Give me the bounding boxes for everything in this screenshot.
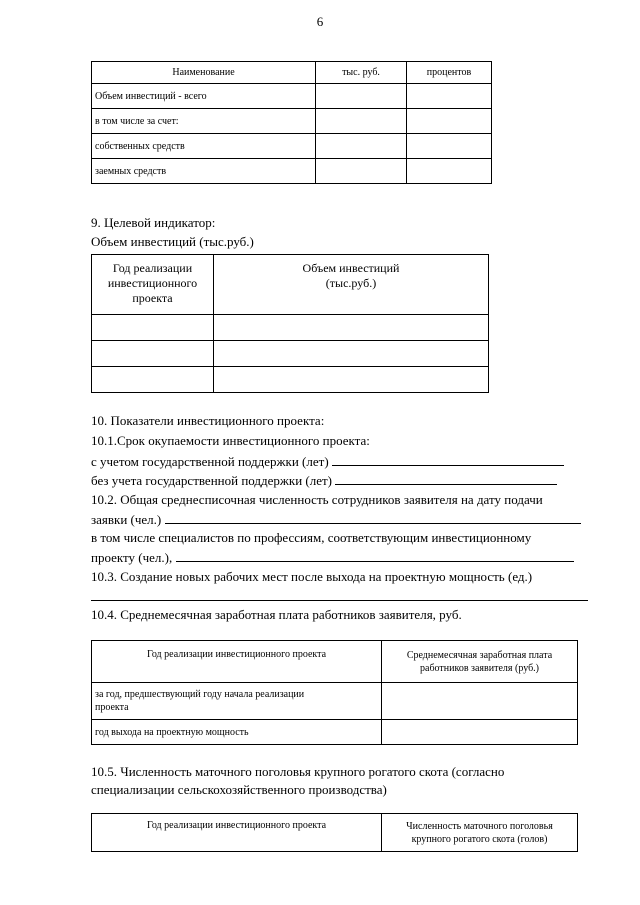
table-cell [316,134,407,159]
section-10-1: 10.1.Срок окупаемости инвестиционного проекта: [91,433,370,448]
table-header: Год реализации инвестиционного проекта [92,255,214,315]
table-header [382,814,578,852]
section-10-title: 10. Показатели инвестиционного проекта: [91,413,325,428]
table-header: Наименование [92,62,316,84]
table-row-label [92,683,382,720]
section-10-5-line1: 10.5. Численность маточного поголовья крупного рогатого скота (согласно [91,764,505,779]
applicants-blank [165,510,581,524]
section-9-title: 9. Целевой индикатор: [91,215,216,230]
table-row-label: заемных средств [92,159,316,184]
without-support-blank [335,471,557,485]
salary-table [91,640,578,745]
table-cell [382,720,578,745]
table-cell [407,159,492,184]
section-10-4: 10.4. Среднемесячная заработная плата работников заявителя, руб. [91,607,462,622]
table-header: Год реализации инвестиционного проекта [92,814,382,852]
table-cell [407,109,492,134]
target-indicator-table [91,254,489,393]
table-cell [316,159,407,184]
without-support-label: без учета государственной поддержки (лет) [91,473,333,488]
table-cell [316,84,407,109]
with-support-line [91,452,591,471]
with-support-label: с учетом государственной поддержки (лет) [91,454,329,469]
section-10-2-line2 [91,510,591,529]
table-header-line: Среднемесячная заработная плата [406,650,553,661]
table-header: процентов [407,62,492,84]
table-header-line: работников заявителя (руб.) [420,663,539,674]
table-header [382,641,578,683]
investment-sources-table [91,61,492,184]
table-row-label-line: проекта [95,702,129,713]
table-cell [92,315,214,341]
table-row-label: Объем инвестиций - всего [92,84,316,109]
table-cell [407,134,492,159]
section-10-2-line4 [91,548,591,567]
section-9-subtitle: Объем инвестиций (тыс.руб.) [91,234,254,249]
table-cell [214,341,489,367]
page-number: 6 [316,14,324,29]
table-header-line: Объем инвестиций [302,261,400,275]
section-10-2-line3: в том числе специалистов по профессиям, соответствующим инвестиционному [91,530,532,545]
table-header-line: (тыс.руб.) [325,276,377,290]
section-10-3: 10.3. Создание новых рабочих мест после выхода на проектную мощность (ед.) [91,569,533,584]
table-row-label-line: за год, предшествующий году начала реализации [95,689,305,700]
table-cell [92,367,214,393]
specialists-label: проекту (чел.), [91,550,173,565]
table-header: тыс. руб. [316,62,407,84]
table-header-line: Численность маточного поголовья [406,821,553,832]
section-10-3-blank [91,599,588,601]
table-row-label: собственных средств [92,134,316,159]
table-cell [382,683,578,720]
specialists-blank [176,548,574,562]
table-header-line: крупного рогатого скота (голов) [411,834,548,845]
table-row-label: в том числе за счет: [92,109,316,134]
without-support-line [91,471,591,490]
with-support-blank [332,452,564,466]
table-header: Год реализации инвестиционного проекта [92,641,382,683]
table-cell [407,84,492,109]
livestock-table [91,813,578,852]
table-row-label: год выхода на проектную мощность [92,720,382,745]
table-cell [214,367,489,393]
table-header [214,255,489,315]
table-cell [214,315,489,341]
table-cell [92,341,214,367]
section-10-2-line1: 10.2. Общая среднесписочная численность сотрудников заявителя на дату подачи [91,492,543,507]
table-cell [316,109,407,134]
section-10-5-line2: специализации сельскохозяйственного производства) [91,782,387,797]
applicants-label: заявки (чел.) [91,512,162,527]
